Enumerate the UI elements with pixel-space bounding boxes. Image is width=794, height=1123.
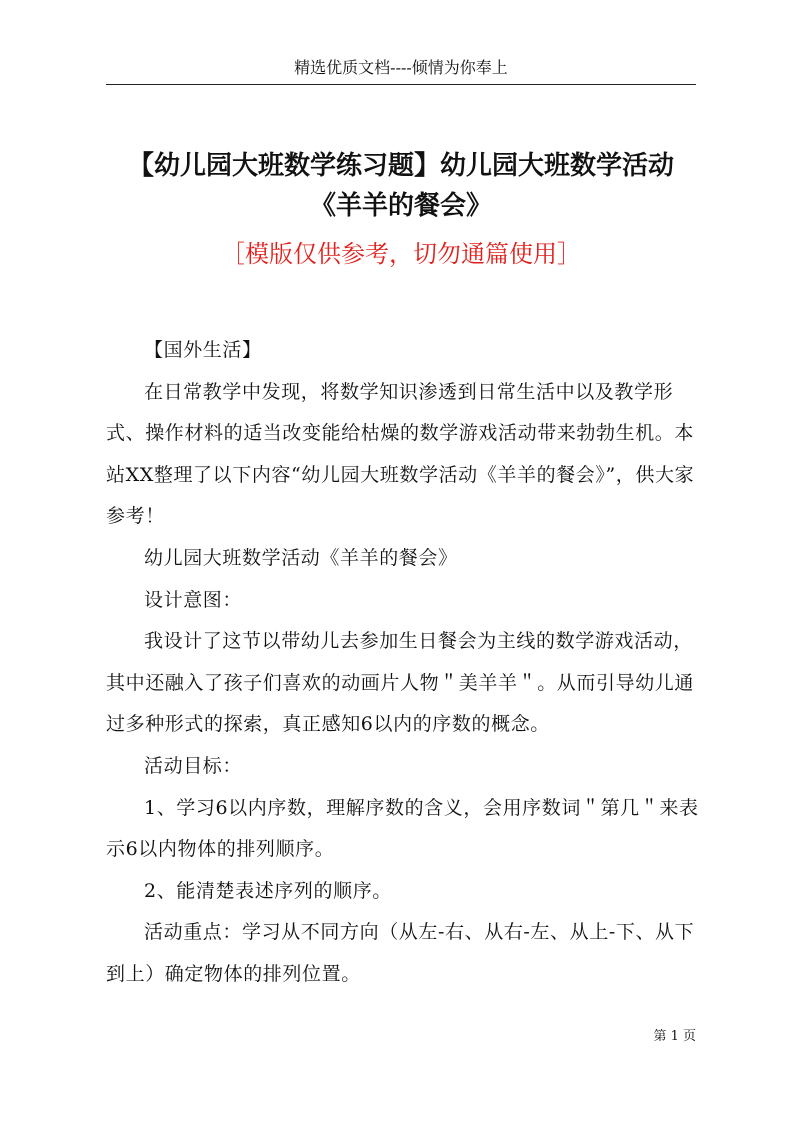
paragraph: 在日常教学中发现，将数学知识渗透到日常生活中以及教学形式、操作材料的适当改变能给枯燥的数学游戏活动带来勃勃生机。本站XX整理了以下内容“幼儿园大班数学活动《羊羊的餐会》”，供大家参考！ — [106, 380, 695, 528]
paragraph: 活动重点：学习从不同方向（从左-右、从右-左、从上-下、从下到上）确定物体的排列位置。 — [106, 921, 695, 985]
header-divider — [106, 84, 696, 85]
paragraph: 2、能清楚表述序列的顺序。 — [144, 879, 392, 902]
page-header: 精选优质文档----倾情为你奉上 — [294, 58, 508, 77]
document-title: 【幼儿园大班数学练习题】幼儿园大班数学活动《羊羊的餐会》 — [127, 151, 674, 221]
paragraph: 幼儿园大班数学活动《羊羊的餐会》 — [144, 546, 458, 569]
paragraph: 活动目标： — [144, 754, 243, 777]
paragraph: 我设计了这节以带幼儿去参加生日餐会为主线的数学游戏活动，其中还融入了孩子们喜欢的动画片人物＂美羊羊＂。从而引导幼儿通过多种形式的探索，真正感知6以内的序数的概念。 — [106, 630, 695, 736]
paragraph: 1、学习6以内序数，理解序数的含义，会用序数词＂第几＂来表示6以内物体的排列顺序。 — [106, 796, 699, 861]
template-notice: ［模版仅供参考，切勿通篇使用］ — [221, 240, 581, 268]
page-number: 第 1 页 — [653, 1029, 696, 1044]
document-body — [106, 330, 702, 996]
paragraph: 【国外生活】 — [144, 339, 262, 361]
paragraph: 设计意图： — [144, 588, 243, 611]
